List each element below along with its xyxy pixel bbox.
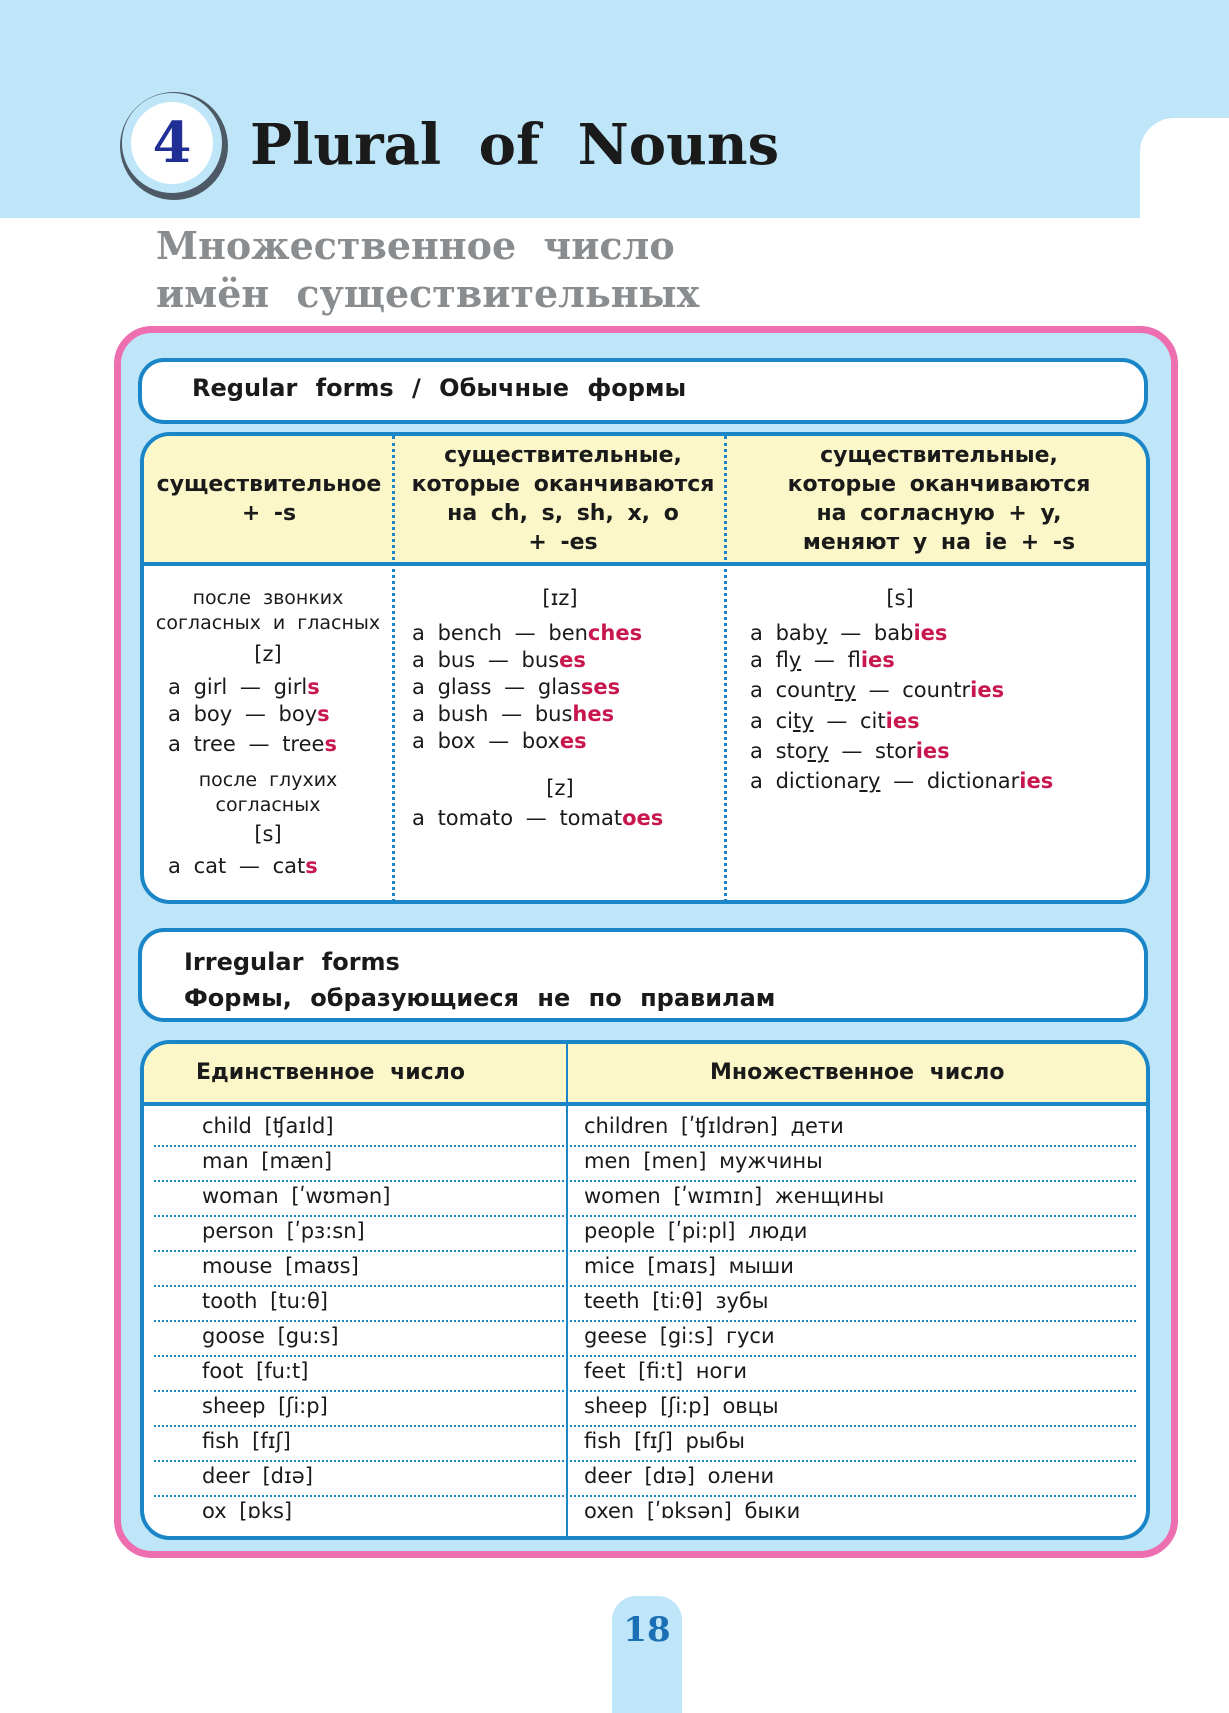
example-row: [412, 621, 642, 645]
plural-cell: men [men] мужчины: [584, 1149, 823, 1173]
singular-stem: ci: [775, 709, 793, 733]
article: a: [750, 769, 763, 793]
singular-cell: child [ʧaɪld]: [202, 1114, 334, 1138]
dash: —: [525, 806, 547, 830]
row-separator: [154, 1460, 1136, 1462]
example-row: [168, 702, 330, 726]
example-row: [168, 854, 318, 878]
irregular-heading-ru: Формы, образующиеся не по правилам: [184, 984, 776, 1012]
singular-ending: ry: [834, 678, 856, 702]
plural-cell: teeth [ti:θ] зубы: [584, 1289, 769, 1313]
page-title: Plural of Nouns: [250, 112, 780, 178]
singular-word: [776, 648, 802, 672]
singular-cell: man [mæn]: [202, 1149, 333, 1173]
plural-stem: bus: [521, 648, 560, 672]
singular-cell: woman [ʹwʊmən]: [202, 1184, 391, 1208]
plural-ending: es: [559, 729, 587, 753]
plural-stem: girl: [273, 675, 308, 699]
regular-forms-heading: Regular forms / Обычные формы: [138, 358, 1148, 424]
col3-header-line: которые оканчиваются: [787, 472, 1091, 497]
plural-word: [548, 621, 642, 645]
example-row: [412, 729, 587, 753]
plural-stem: glas: [537, 675, 581, 699]
subtitle-line-1: Множественное число: [156, 223, 675, 268]
plural-ending: s: [317, 702, 330, 726]
plural-ending: s: [324, 732, 337, 756]
plural-word: [860, 709, 920, 733]
example-row: [412, 648, 586, 672]
singular-word: [776, 621, 828, 645]
voiceless-note-line: согласных: [215, 794, 321, 816]
singular-word: bus: [437, 648, 476, 672]
dash: —: [244, 702, 266, 726]
singular-cell: person [ʹpɜ:sn]: [202, 1219, 365, 1243]
col3-header-line: на согласную + y,: [816, 501, 1062, 526]
irregular-forms-heading: [138, 928, 1148, 1022]
plural-ending: ies: [970, 678, 1005, 702]
singular-ending: ty: [792, 709, 814, 733]
col2-header-line: + -es: [528, 530, 598, 555]
dash: —: [514, 621, 536, 645]
example-row: [750, 769, 1053, 793]
plural-stem: fl: [847, 648, 861, 672]
article: a: [750, 648, 763, 672]
singular-stem: sto: [775, 739, 808, 763]
singular-stem: f: [775, 648, 789, 672]
plural-stem: dictionar: [926, 769, 1020, 793]
plural-ending: ses: [580, 675, 621, 699]
plural-ending: ies: [913, 621, 948, 645]
example-row: [750, 648, 895, 672]
plural-word: [274, 675, 320, 699]
singular-word: box: [437, 729, 476, 753]
col2-header-line: на ch, s, sh, x, o: [447, 501, 679, 526]
dash: —: [868, 678, 890, 702]
plural-stem: bus: [534, 702, 573, 726]
article: a: [412, 729, 425, 753]
irregular-forms-table: [140, 1040, 1150, 1540]
article: a: [412, 648, 425, 672]
es-sound: [ɪz]: [542, 586, 578, 610]
example-row: [750, 709, 920, 733]
col3-header-line: меняют y на ie + -s: [802, 530, 1076, 555]
plural-ending: hes: [572, 702, 615, 726]
article: a: [750, 621, 763, 645]
col1-header-line: + -s: [241, 501, 297, 526]
dash: —: [813, 648, 835, 672]
singular-cell: ox [ɒks]: [202, 1499, 293, 1523]
voiceless-sound: [s]: [254, 822, 282, 846]
dash: —: [239, 675, 261, 699]
column-divider: [724, 436, 727, 904]
singular-word: bush: [437, 702, 489, 726]
dash: —: [238, 854, 260, 878]
article: a: [412, 806, 425, 830]
plural-cell: deer [dɪə] олени: [584, 1464, 775, 1488]
plural-word: [559, 806, 663, 830]
example-row: [412, 806, 663, 830]
plural-word: [538, 675, 620, 699]
plural-stem: cat: [272, 854, 306, 878]
plural-ending: es: [559, 648, 586, 672]
col2-header-line: существительные,: [444, 443, 682, 468]
singular-stem: bab: [775, 621, 816, 645]
example-row: [168, 732, 337, 756]
singular-ending: ly: [788, 648, 802, 672]
article: a: [168, 675, 181, 699]
plural-cell: feet [fi:t] ноги: [584, 1359, 747, 1383]
row-separator: [154, 1145, 1136, 1147]
article: a: [168, 732, 181, 756]
singular-ending: y: [815, 621, 828, 645]
header-notch: [1140, 118, 1229, 218]
col2-header-line: которые оканчиваются: [411, 472, 715, 497]
plural-stem: stor: [875, 739, 916, 763]
plural-ending: s: [307, 675, 320, 699]
singular-ending: ry: [807, 739, 829, 763]
plural-cell: people [ʹpi:pl] люди: [584, 1219, 808, 1243]
singular-cell: goose [gu:s]: [202, 1324, 339, 1348]
plural-word: [874, 621, 947, 645]
singular-word: [776, 678, 856, 702]
regular-forms-table: [140, 432, 1150, 904]
plural-ending: ches: [587, 621, 643, 645]
row-separator: [154, 1180, 1136, 1182]
row-separator: [154, 1215, 1136, 1217]
article: a: [412, 621, 425, 645]
dash: —: [501, 702, 523, 726]
article: a: [750, 678, 763, 702]
article: a: [750, 709, 763, 733]
singular-cell: fish [fɪʃ]: [202, 1429, 291, 1453]
article: a: [412, 675, 425, 699]
example-row: [750, 621, 947, 645]
example-row: [412, 675, 620, 699]
singular-word: cat: [193, 854, 227, 878]
dash: —: [840, 621, 862, 645]
plural-stem: tomat: [559, 806, 623, 830]
dash: —: [488, 729, 510, 753]
voiced-sound: [z]: [254, 642, 282, 666]
plural-stem: boy: [278, 702, 318, 726]
plural-stem: ben: [548, 621, 588, 645]
singular-cell: foot [fu:t]: [202, 1359, 309, 1383]
singular-stem: count: [775, 678, 835, 702]
voiceless-note-line: после глухих: [198, 769, 338, 791]
singular-cell: tooth [tu:θ]: [202, 1289, 329, 1313]
page-number: 18: [623, 1610, 671, 1650]
article: a: [750, 739, 763, 763]
col1-header-line: существительное: [156, 472, 382, 497]
singular-cell: mouse [maʊs]: [202, 1254, 359, 1278]
oes-sound: [z]: [546, 776, 574, 800]
col2-header: [398, 436, 728, 562]
singular-word: girl: [193, 675, 228, 699]
irregular-heading-en: Irregular forms: [184, 948, 400, 976]
plural-ending: ies: [860, 648, 895, 672]
example-row: [750, 678, 1004, 702]
column-divider: [566, 1044, 568, 1540]
plural-column-header: Множественное число: [710, 1060, 1005, 1085]
column-divider: [392, 436, 395, 904]
singular-word: tomato: [437, 806, 514, 830]
row-separator: [154, 1355, 1136, 1357]
plural-word: [522, 648, 586, 672]
plural-ending: oes: [622, 806, 664, 830]
plural-cell: oxen [ʹɒksən] быки: [584, 1499, 801, 1523]
plural-word: [522, 729, 587, 753]
plural-word: [927, 769, 1053, 793]
article: a: [168, 702, 181, 726]
plural-stem: tree: [282, 732, 325, 756]
row-separator: [154, 1285, 1136, 1287]
example-row: [412, 702, 614, 726]
col3-header-line: существительные,: [820, 443, 1058, 468]
singular-word: bench: [437, 621, 502, 645]
singular-stem: dictiona: [775, 769, 860, 793]
unit-number-badge: 4: [122, 93, 222, 193]
voiced-note-line: согласных и гласных: [155, 612, 381, 634]
dash: —: [826, 709, 848, 733]
voiced-note: [156, 586, 380, 636]
voiced-note-line: после звонких: [192, 587, 344, 609]
plural-stem: box: [521, 729, 560, 753]
plural-ending: ies: [1019, 769, 1054, 793]
plural-word: [848, 648, 895, 672]
dash: —: [504, 675, 526, 699]
example-row: [168, 675, 320, 699]
plural-stem: bab: [873, 621, 914, 645]
plural-ending: ies: [915, 739, 950, 763]
plural-ending: ies: [885, 709, 920, 733]
plural-word: [273, 854, 318, 878]
plural-cell: fish [fɪʃ] рыбы: [584, 1429, 745, 1453]
plural-word: [535, 702, 614, 726]
plural-word: [282, 732, 337, 756]
singular-word: [776, 709, 814, 733]
row-separator: [154, 1495, 1136, 1497]
singular-word: [776, 769, 881, 793]
article: a: [168, 854, 181, 878]
row-separator: [154, 1250, 1136, 1252]
voiceless-note: [199, 768, 338, 818]
row-separator: [154, 1425, 1136, 1427]
plural-cell: children [ʹʧɪldrən] дети: [584, 1114, 844, 1138]
plural-word: [279, 702, 330, 726]
plural-stem: countr: [902, 678, 971, 702]
dash: —: [248, 732, 270, 756]
singular-word: tree: [193, 732, 236, 756]
singular-word: [776, 739, 829, 763]
plural-cell: mice [maɪs] мыши: [584, 1254, 794, 1278]
row-separator: [154, 1390, 1136, 1392]
example-row: [750, 739, 950, 763]
plural-cell: women [ʹwɪmɪn] женщины: [584, 1184, 885, 1208]
article: a: [412, 702, 425, 726]
singular-ending: ry: [859, 769, 881, 793]
singular-word: glass: [437, 675, 492, 699]
singular-word: boy: [193, 702, 233, 726]
col3-header: [732, 436, 1146, 562]
plural-word: [902, 678, 1004, 702]
plural-cell: geese [gi:s] гуси: [584, 1324, 775, 1348]
dash: —: [487, 648, 509, 672]
row-separator: [154, 1320, 1136, 1322]
ies-sound: [s]: [886, 586, 914, 610]
plural-ending: s: [305, 854, 318, 878]
plural-cell: sheep [ʃi:p] овцы: [584, 1394, 779, 1418]
singular-cell: deer [dɪə]: [202, 1464, 313, 1488]
dash: —: [841, 739, 863, 763]
dash: —: [893, 769, 915, 793]
singular-cell: sheep [ʃi:p]: [202, 1394, 328, 1418]
col1-header: [144, 436, 394, 562]
singular-column-header: Единственное число: [196, 1060, 465, 1085]
page-subtitle: [156, 222, 699, 318]
plural-stem: cit: [860, 709, 886, 733]
subtitle-line-2: имён существительных: [156, 271, 700, 316]
plural-word: [875, 739, 950, 763]
